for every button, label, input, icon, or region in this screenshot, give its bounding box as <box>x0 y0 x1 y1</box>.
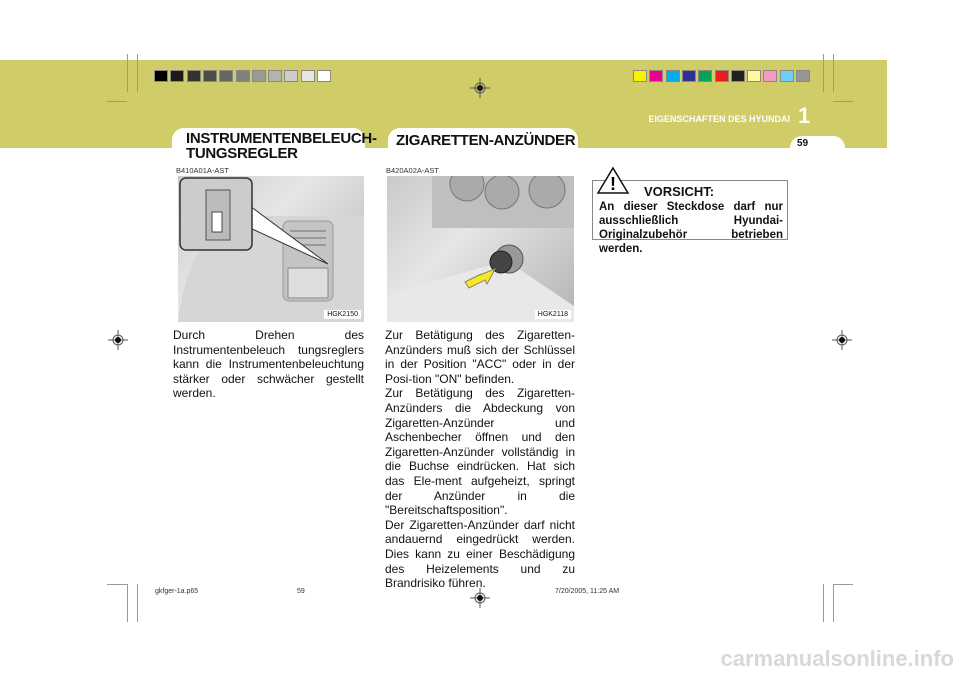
gray-swatch <box>187 70 201 82</box>
paragraph-2: Zur Betätigung des Zigaretten-Anzünders die Abdeckung von Zigaretten-Anzünder und Aschenbecher öffnen und den Zigaretten-Anzünder vollständig in die Buchse eindrücken. Hat sich das Ele-ment aufgeheizt, springt der Anzünder in die "Bereitschaftsposition". <box>385 386 575 518</box>
color-swatch <box>796 70 810 82</box>
gray-swatch <box>170 70 184 82</box>
gray-swatch <box>203 70 217 82</box>
middle-code: B420A02A-AST <box>386 166 439 175</box>
footer-file: gkfger-1a.p65 <box>155 588 199 595</box>
registration-mark-icon <box>108 330 128 350</box>
crop-mark <box>833 54 834 92</box>
color-swatch <box>666 70 680 82</box>
crop-mark <box>823 584 824 622</box>
color-swatch <box>633 70 647 82</box>
crop-mark <box>127 54 128 92</box>
middle-body-text <box>385 328 575 591</box>
crop-mark <box>833 584 834 622</box>
dimmer-illustration <box>178 176 364 322</box>
warning-text: An dieser Steckdose darf nur ausschließlich Hyundai-Originalzubehör betrieben werden. <box>599 201 783 255</box>
crop-mark <box>107 101 127 102</box>
left-figure-label: HGK2150 <box>324 310 361 319</box>
left-title-line2: TUNGSREGLER <box>186 145 298 162</box>
gray-swatch <box>219 70 233 82</box>
gray-swatch <box>268 70 282 82</box>
color-swatch <box>731 70 745 82</box>
crop-mark <box>833 101 853 102</box>
left-body-text: Durch Drehen des Instrumentenbeleuch tungsreglers kann die Instrumentenbeleuchtung stärker oder schwächer gestellt werden. <box>173 328 364 401</box>
chapter-number: 1 <box>798 103 811 128</box>
gray-swatch <box>301 70 315 82</box>
color-swatch <box>649 70 663 82</box>
color-swatch <box>682 70 696 82</box>
left-title <box>186 131 377 161</box>
gray-swatch <box>236 70 250 82</box>
footer-page: 59 <box>297 588 305 595</box>
lighter-figure <box>387 176 574 322</box>
paragraph-1: Zur Betätigung des Zigaretten-Anzünders muß sich der Schlüssel in der Position "ACC" oder in der Posi-tion "ON" befinden. <box>385 328 575 386</box>
left-code: B410A01A-AST <box>176 166 229 175</box>
crop-mark <box>823 54 824 92</box>
crop-mark <box>107 584 127 585</box>
gray-swatch <box>317 70 331 82</box>
middle-figure-label: HGK2118 <box>535 310 571 319</box>
crop-mark <box>137 54 138 92</box>
registration-mark-icon <box>832 330 852 350</box>
section-title: EIGENSCHAFTEN DES HYUNDAI <box>648 114 790 124</box>
gray-swatch <box>284 70 298 82</box>
warning-title: VORSICHT: <box>644 184 715 199</box>
svg-text:!: ! <box>610 174 616 194</box>
gray-swatch <box>252 70 266 82</box>
crop-mark <box>127 584 128 622</box>
color-swatch <box>780 70 794 82</box>
watermark: carmanualsonline.info <box>720 646 954 671</box>
warning-triangle-icon <box>596 166 630 194</box>
registration-mark-icon <box>470 78 490 98</box>
middle-title: ZIGARETTEN-ANZÜNDER <box>396 132 576 149</box>
color-swatch <box>763 70 777 82</box>
crop-mark <box>833 584 853 585</box>
crop-mark <box>137 584 138 622</box>
color-swatch <box>747 70 761 82</box>
page-number: 59 <box>797 138 809 149</box>
paragraph-3: Der Zigaretten-Anzünder darf nicht andauernd eingedrückt werden. Dies kann zu einer Beschädigung des Heizelements und zu Brandrisiko führen. <box>385 517 575 591</box>
dimmer-figure <box>178 176 364 322</box>
color-swatch <box>715 70 729 82</box>
left-title-line1: INSTRUMENTENBELEUCH- <box>186 130 377 147</box>
registration-mark-icon <box>470 588 490 608</box>
color-swatch <box>698 70 712 82</box>
lighter-illustration <box>387 176 574 322</box>
gray-swatch <box>154 70 168 82</box>
footer-datetime: 7/20/2005, 11:25 AM <box>555 588 620 595</box>
